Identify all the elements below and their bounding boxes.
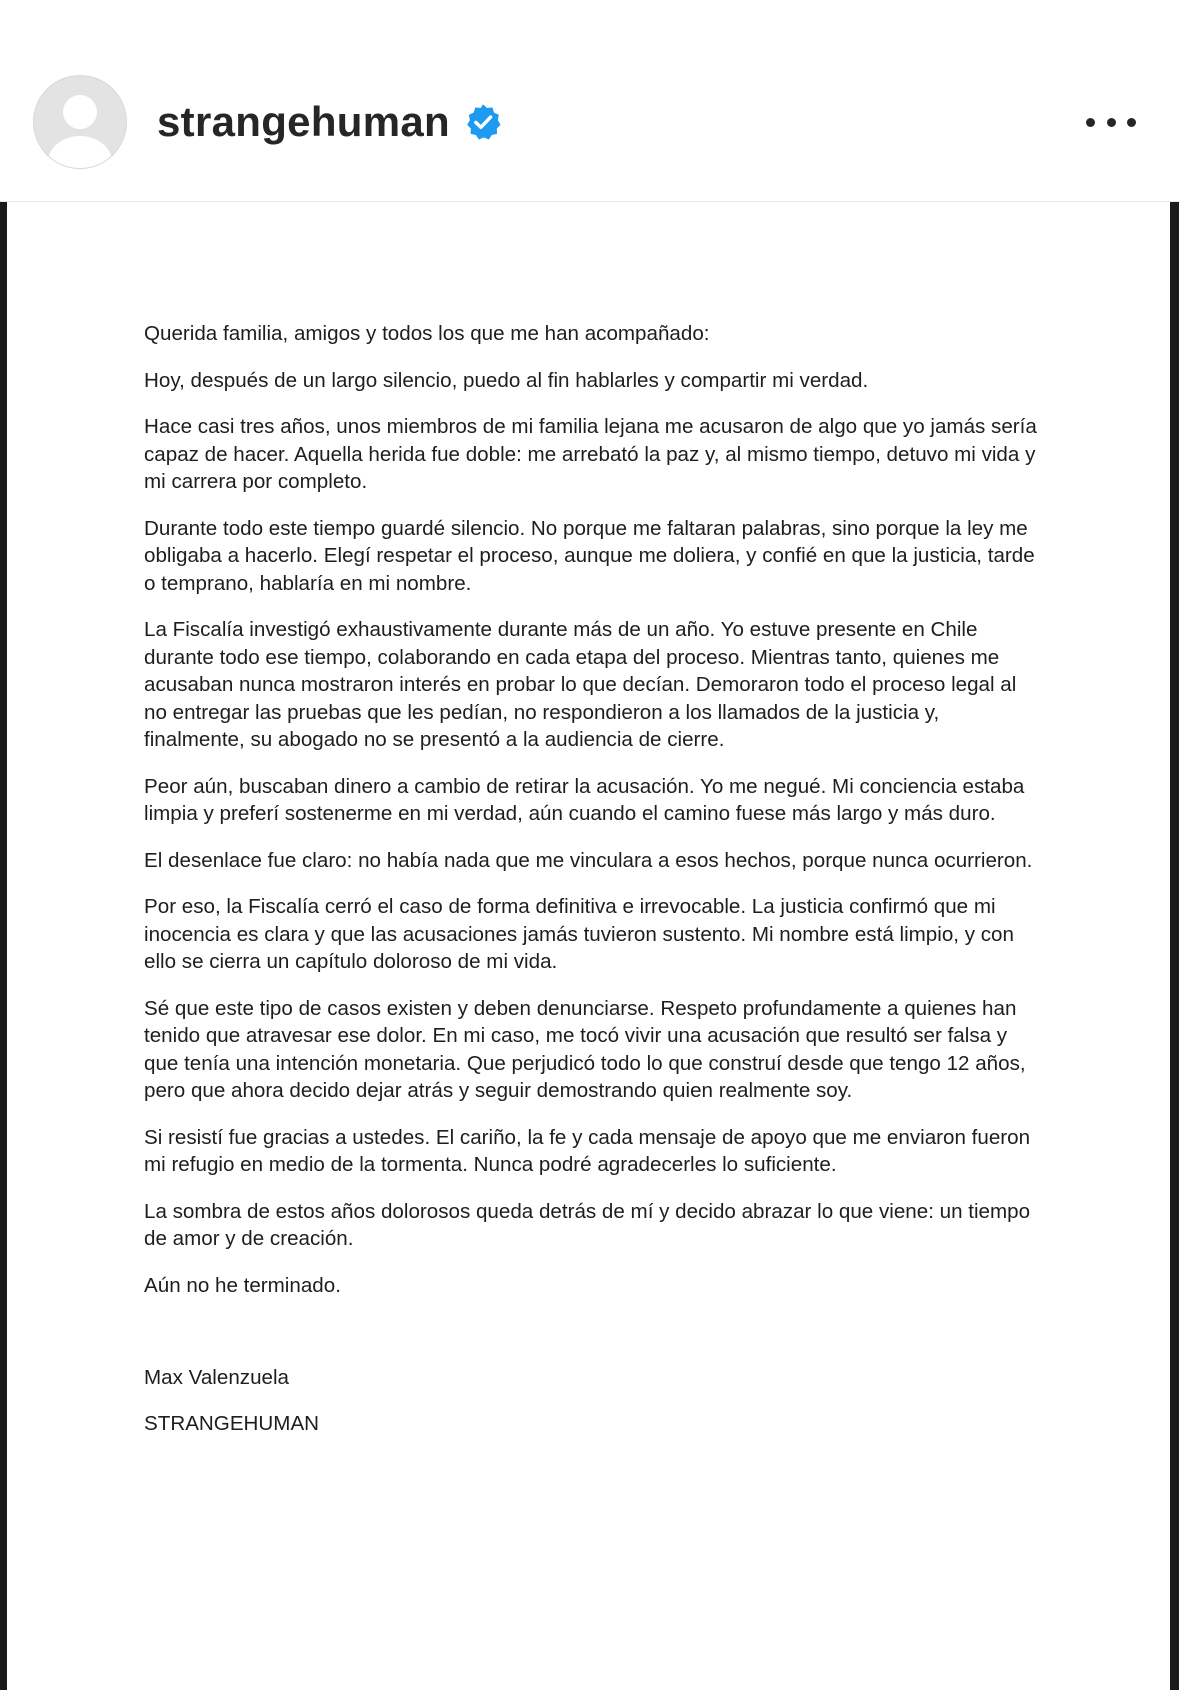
signature-block xyxy=(144,1364,1044,1437)
post-header xyxy=(0,0,1179,202)
letter-paragraph: La sombra de estos años dolorosos queda detrás de mí y decido abrazar lo que viene: un tiempo de amor y de creación. xyxy=(144,1199,1031,1250)
letter-greeting: Querida familia, amigos y todos los que me han acompañado: xyxy=(144,322,710,345)
dot xyxy=(1107,118,1116,127)
signature-name: Max Valenzuela xyxy=(144,1366,290,1389)
letter-paragraph: Sé que este tipo de casos existen y deben denunciarse. Respeto profundamente a quienes han tenido que atravesar ese dolor. En mi caso, me tocó vivir una acusación que resultó ser falsa y que tenía una intención monetaria. Que perjudicó todo lo que construí desde que tengo 12 años, pero que ahora decido dejar atrás y seguir demostrando quien realmente soy. xyxy=(144,996,1026,1102)
letter-paragraph: Durante todo este tiempo guardé silencio. No porque me faltaran palabras, sino porque la ley me obligaba a hacerlo. Elegí respetar el proceso, aunque me doliera, y confié en que la justicia, tarde o temprano, hablaría en mi nombre. xyxy=(144,516,1035,595)
letter-text xyxy=(144,320,1044,1455)
default-avatar-icon xyxy=(34,76,126,168)
letter-paragraph: La Fiscalía investigó exhaustivamente durante más de un año. Yo estuve presente en Chile durante todo ese tiempo, colaborando en cada etapa del proceso. Mientras tanto, quienes me acusaban nunca mostraron interés en probar lo que decían. Demoraron todo el proceso legal al no entregar las pruebas que les pedían, no respondieron a los llamados de la justicia y, finalmente, su abogado no se presentó a la audiencia de cierre. xyxy=(144,618,1017,751)
avatar[interactable] xyxy=(33,75,127,169)
dot xyxy=(1086,118,1095,127)
letter-paragraph: Hoy, después de un largo silencio, puedo al fin hablarles y compartir mi verdad. xyxy=(144,368,869,392)
more-options-icon[interactable] xyxy=(1086,104,1136,140)
letter-paragraph: Por eso, la Fiscalía cerró el caso de forma definitiva e irrevocable. La justicia confirmó que mi inocencia es clara y que las acusaciones jamás tuvieron sustento. Mi nombre está limpio, y con ello se cierra un capítulo doloroso de mi vida. xyxy=(144,895,1014,973)
signature-alias: STRANGEHUMAN xyxy=(144,1411,320,1435)
letter-paragraph: Si resistí fue gracias a ustedes. El cariño, la fe y cada mensaje de apoyo que me enviaron fueron mi refugio en medio de la tormenta. Nunca podré agradecerles lo suficiente. xyxy=(144,1125,1031,1176)
verified-badge-icon xyxy=(464,103,502,141)
username-row xyxy=(157,92,502,152)
letter-paragraph: Peor aún, buscaban dinero a cambio de retirar la acusación. Yo me negué. Mi conciencia estaba limpia y preferí sostenerme en mi verdad, aún cuando el camino fuese más largo y más duro. xyxy=(144,774,1025,825)
letter-paragraph: El desenlace fue claro: no había nada que me vinculara a esos hechos, porque nunca ocurrieron. xyxy=(144,848,1033,872)
letter-paragraph: Hace casi tres años, unos miembros de mi familia lejana me acusaron de algo que yo jamás sería capaz de hacer. Aquella herida fue doble: me arrebató la paz y, al mismo tiempo, detuvo mi vida y mi carrera por completo. xyxy=(144,415,1037,493)
dot xyxy=(1127,118,1136,127)
letter-paragraph: Aún no he terminado. xyxy=(144,1273,341,1297)
username[interactable]: strangehuman xyxy=(157,98,450,145)
